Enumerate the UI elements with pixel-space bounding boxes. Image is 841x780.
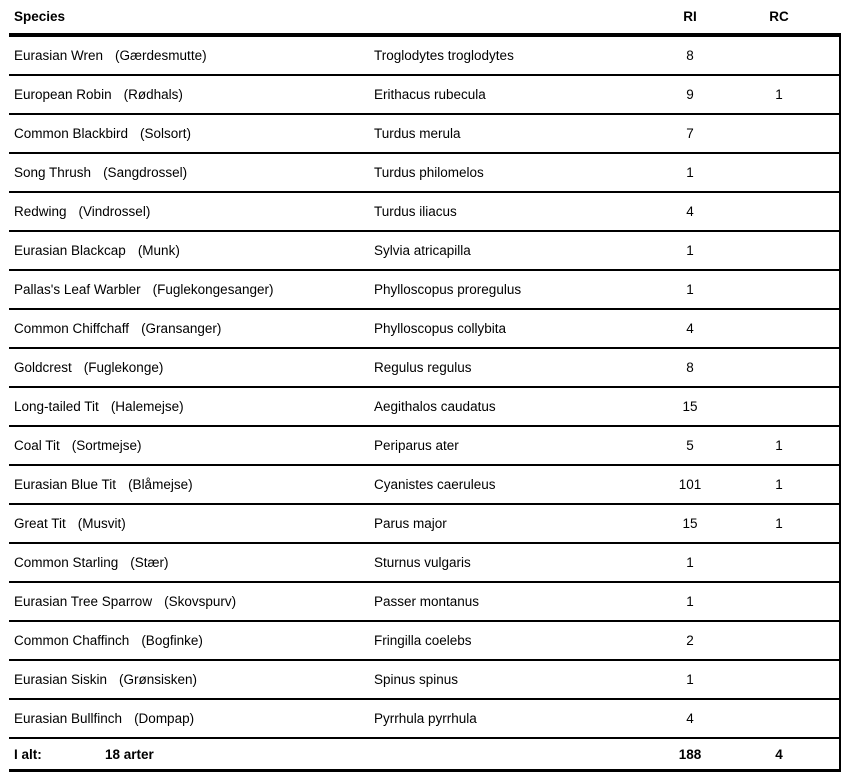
table-body [9,37,841,739]
table-row [9,622,841,661]
species-english-name: Long-tailed Tit [14,399,99,414]
species-danish-name: (Bogfinke) [141,633,203,648]
ri-value: 8 [686,360,694,375]
species-scientific-name: Periparus ater [374,438,459,453]
ri-value: 1 [686,594,694,609]
rc-value: 1 [775,516,783,531]
species-danish-name: (Gransanger) [141,321,222,336]
total-rc-value: 4 [775,746,783,762]
species-danish-name: (Stær) [130,555,169,570]
species-name-cell [9,87,374,102]
species-name-cell [9,321,374,336]
species-scientific-name: Passer montanus [374,594,480,609]
col-header-species: Species [14,9,66,24]
species-name-cell [9,477,374,492]
total-row [9,739,841,772]
table-row [9,427,841,466]
ri-value: 15 [682,516,698,531]
species-name-cell [9,48,374,63]
ri-value: 7 [686,126,694,141]
species-danish-name: (Sangdrossel) [103,165,188,180]
species-name-cell [9,672,374,687]
table-row [9,349,841,388]
species-english-name: European Robin [14,87,112,102]
table-row [9,310,841,349]
species-danish-name: (Halemejse) [110,399,184,414]
species-danish-name: (Fuglekongesanger) [152,282,274,297]
species-english-name: Common Chaffinch [14,633,130,648]
ri-value: 5 [686,438,694,453]
species-name-cell [9,555,374,570]
table-row [9,661,841,700]
species-english-name: Pallas's Leaf Warbler [14,282,141,297]
species-english-name: Eurasian Blackcap [14,243,126,258]
ri-value: 9 [686,87,694,102]
total-species-count: 18 arter [105,746,154,762]
species-scientific-name: Turdus philomelos [374,165,484,180]
species-danish-name: (Blåmejse) [128,477,193,492]
rc-value: 1 [775,477,783,492]
species-name-cell [9,243,374,258]
species-danish-name: (Sortmejse) [71,438,142,453]
species-name-cell [9,633,374,648]
table-row [9,37,841,76]
ri-value: 4 [686,711,694,726]
species-english-name: Common Starling [14,555,119,570]
ri-value: 1 [686,672,694,687]
species-english-name: Eurasian Blue Tit [14,477,117,492]
table-row [9,115,841,154]
species-scientific-name: Parus major [374,516,447,531]
table-row [9,76,841,115]
species-danish-name: (Fuglekonge) [83,360,164,375]
species-name-cell [9,282,374,297]
species-scientific-name: Fringilla coelebs [374,633,472,648]
species-english-name: Coal Tit [14,438,60,453]
species-scientific-name: Phylloscopus collybita [374,321,507,336]
table-row [9,466,841,505]
table-row [9,700,841,739]
species-scientific-name: Cyanistes caeruleus [374,477,496,492]
species-name-cell [9,516,374,531]
species-english-name: Eurasian Wren [14,48,104,63]
species-name-cell [9,711,374,726]
species-scientific-name: Turdus iliacus [374,204,457,219]
table-row [9,505,841,544]
ri-value: 8 [686,48,694,63]
species-name-cell [9,438,374,453]
species-english-name: Song Thrush [14,165,92,180]
species-danish-name: (Musvit) [77,516,126,531]
species-english-name: Eurasian Siskin [14,672,108,687]
species-scientific-name: Troglodytes troglodytes [374,48,514,63]
species-danish-name: (Munk) [137,243,180,258]
species-english-name: Goldcrest [14,360,72,375]
species-english-name: Great Tit [14,516,66,531]
species-scientific-name: Erithacus rubecula [374,87,486,102]
species-scientific-name: Phylloscopus proregulus [374,282,522,297]
species-english-name: Redwing [14,204,67,219]
species-name-cell [9,399,374,414]
species-scientific-name: Sylvia atricapilla [374,243,471,258]
species-danish-name: (Grønsisken) [119,672,198,687]
rc-value: 1 [775,87,783,102]
species-scientific-name: Spinus spinus [374,672,459,687]
species-english-name: Eurasian Bullfinch [14,711,123,726]
species-name-cell [9,360,374,375]
species-scientific-name: Turdus merula [374,126,461,141]
total-label: I alt: [14,746,42,762]
species-danish-name: (Vindrossel) [78,204,151,219]
species-scientific-name: Regulus regulus [374,360,472,375]
species-table [9,0,841,772]
species-english-name: Eurasian Tree Sparrow [14,594,153,609]
table-row [9,193,841,232]
table-row [9,154,841,193]
species-name-cell [9,165,374,180]
species-name-cell [9,204,374,219]
col-header-ri: RI [683,9,697,24]
ri-value: 1 [686,165,694,180]
table-header [9,0,841,37]
ri-value: 1 [686,282,694,297]
table-row [9,583,841,622]
ri-value: 101 [678,477,702,492]
ri-value: 4 [686,321,694,336]
species-danish-name: (Dompap) [134,711,195,726]
species-english-name: Common Chiffchaff [14,321,130,336]
table-row [9,232,841,271]
table-row [9,271,841,310]
ri-value: 1 [686,555,694,570]
rc-value: 1 [775,438,783,453]
species-english-name: Common Blackbird [14,126,129,141]
species-name-cell [9,594,374,609]
species-scientific-name: Pyrrhula pyrrhula [374,711,477,726]
species-scientific-name: Sturnus vulgaris [374,555,471,570]
species-danish-name: (Gærdesmutte) [115,48,207,63]
species-danish-name: (Solsort) [140,126,192,141]
total-ri-value: 188 [678,746,702,762]
col-header-rc: RC [769,9,789,24]
species-scientific-name: Aegithalos caudatus [374,399,496,414]
species-danish-name: (Skovspurv) [164,594,237,609]
species-name-cell [9,126,374,141]
ri-value: 4 [686,204,694,219]
ri-value: 2 [686,633,694,648]
table-row [9,544,841,583]
ri-value: 1 [686,243,694,258]
ri-value: 15 [682,399,698,414]
table-row [9,388,841,427]
species-danish-name: (Rødhals) [123,87,183,102]
